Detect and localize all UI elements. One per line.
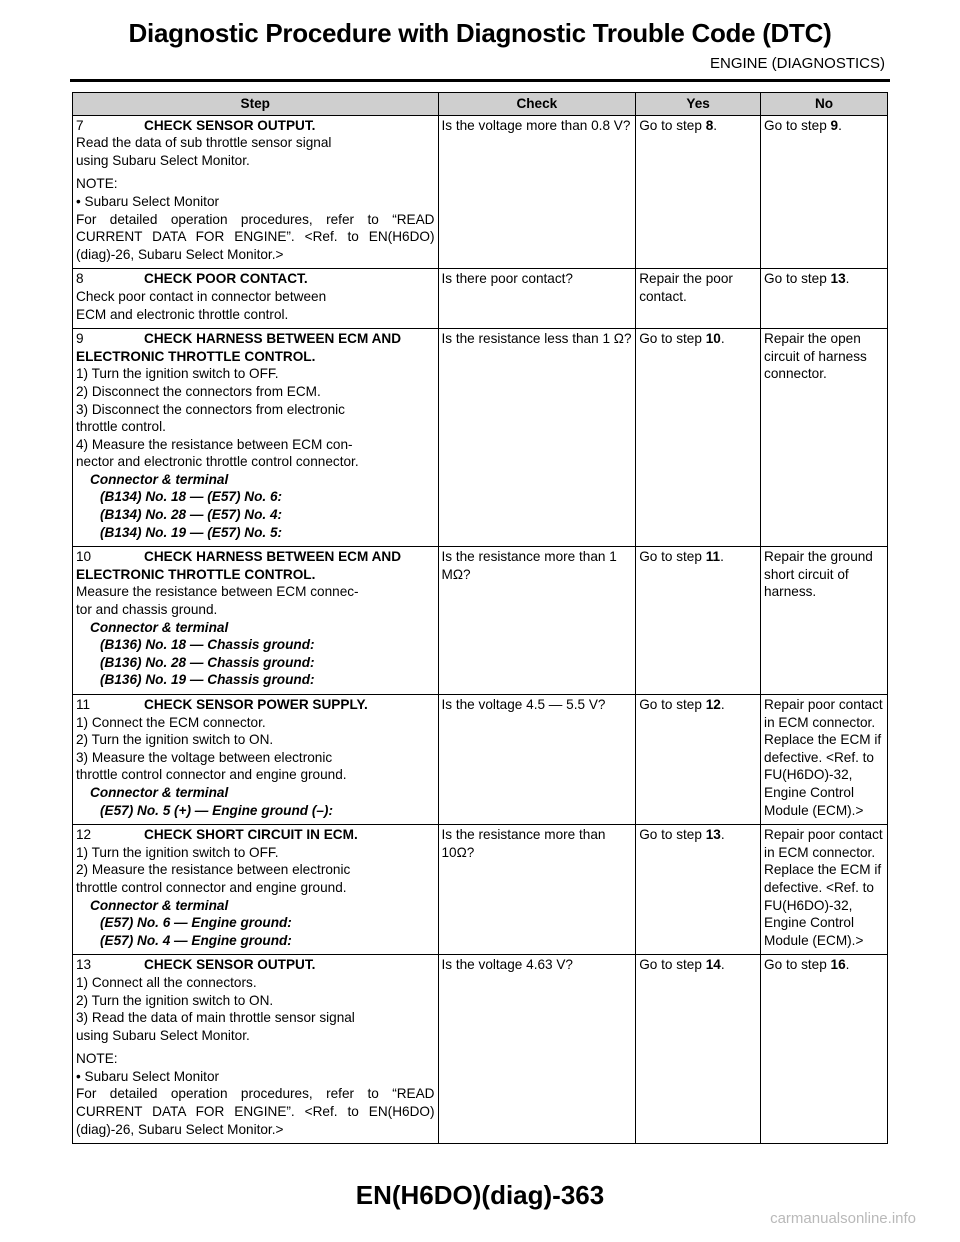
column-header-yes: Yes [636,93,761,116]
step-number: 13 [76,957,92,973]
step-text: Read the data of sub throttle sensor signal [76,135,332,151]
no-cell: Go to step 13. [761,269,888,329]
step-number: 12 [76,827,92,843]
no-cell: Repair the open circuit of harness connector. [761,329,888,547]
check-cell: Is the voltage more than 0.8 V? [438,115,636,269]
step-number: 7 [76,117,84,133]
step-title: CHECK POOR CONTACT. [144,271,308,287]
step-cell [73,329,439,547]
note-text: For detailed operation procedures, refer to “READ CURRENT DATA FOR ENGINE”. <Ref. to EN(H6DO)(diag)-26, Subaru Select Monitor.> [76,211,435,262]
connector-terminal: (B136) No. 19 — Chassis ground: [100,672,315,688]
step-text: 2) Turn the ignition switch to ON. [76,732,274,748]
no-cell: Repair poor contact in ECM connector. Replace the ECM if defective. <Ref. to FU(H6DO)-32, Engine Control Module (ECM).> [761,825,888,955]
step-text: using Subaru Select Monitor. [76,152,250,168]
step-text: tor and chassis ground. [76,602,218,618]
connector-terminal: (B134) No. 18 — (E57) No. 6: [100,489,283,505]
diagnostic-procedure-table [72,92,888,1144]
step-text: 1) Connect all the connectors. [76,974,257,990]
note-bullet: • Subaru Select Monitor [76,1068,220,1084]
step-title: CHECK SENSOR OUTPUT. [144,957,316,973]
step-text: 1) Turn the ignition switch to OFF. [76,366,279,382]
no-cell: Go to step 9. [761,115,888,269]
step-title: CHECK SENSOR OUTPUT. [144,117,316,133]
step-title: CHECK SHORT CIRCUIT IN ECM. [144,827,358,843]
step-title: CHECK HARNESS BETWEEN ECM AND [144,549,402,565]
step-cell [73,955,439,1144]
connector-terminal: (B134) No. 28 — (E57) No. 4: [100,507,283,523]
header-rule [70,79,890,82]
step-link: 11 [705,549,721,565]
connector-label: Connector & terminal [90,897,229,913]
check-cell: Is there poor contact? [438,269,636,329]
step-text: throttle control. [76,419,166,435]
connector-terminal: (B136) No. 28 — Chassis ground: [100,654,315,670]
connector-terminal: (E57) No. 6 — Engine ground: [100,915,292,931]
yes-cell: Go to step 10. [636,329,761,547]
note-label: NOTE: [76,176,118,192]
check-cell: Is the resistance less than 1 Ω? [438,329,636,547]
step-cell [73,269,439,329]
step-link: 14 [705,957,721,973]
step-link: 9 [830,117,839,133]
step-cell [73,695,439,825]
step-text: 2) Disconnect the connectors from ECM. [76,383,321,399]
page-title: Diagnostic Procedure with Diagnostic Trouble Code (DTC) [128,18,832,48]
connector-terminal: (E57) No. 5 (+) — Engine ground (–): [100,802,333,818]
step-text: using Subaru Select Monitor. [76,1027,250,1043]
note-text: For detailed operation procedures, refer to “READ CURRENT DATA FOR ENGINE”. <Ref. to EN(H6DO)(diag)-26, Subaru Select Monitor.> [76,1086,435,1137]
connector-terminal: (E57) No. 4 — Engine ground: [100,932,292,948]
step-title: ELECTRONIC THROTTLE CONTROL. [76,566,316,582]
table-row [73,547,888,695]
table-row [73,825,888,955]
column-header-no: No [761,93,888,116]
step-text: 1) Connect the ECM connector. [76,714,266,730]
table-row [73,269,888,329]
connector-terminal: (B134) No. 19 — (E57) No. 5: [100,524,283,540]
step-text: throttle control connector and engine ground. [76,879,347,895]
watermark: carmanualsonline.info [770,1210,916,1227]
check-cell: Is the voltage 4.63 V? [438,955,636,1144]
connector-terminal: (B136) No. 18 — Chassis ground: [100,637,315,653]
connector-label: Connector & terminal [90,471,229,487]
step-link: 16 [830,957,846,973]
step-link: 13 [705,827,721,843]
yes-cell: Go to step 11. [636,547,761,695]
table-row [73,695,888,825]
step-text: 2) Turn the ignition switch to ON. [76,992,274,1008]
step-text: 3) Measure the voltage between electronic [76,749,333,765]
step-link: 8 [705,117,714,133]
note-label: NOTE: [76,1051,118,1067]
step-number: 11 [76,697,91,712]
yes-cell: Go to step 13. [636,825,761,955]
step-title: CHECK SENSOR POWER SUPPLY. [144,697,368,712]
step-text: 2) Measure the resistance between electronic [76,862,351,878]
connector-label: Connector & terminal [90,784,229,800]
connector-label: Connector & terminal [90,619,229,635]
yes-cell: Repair the poor contact. [636,269,761,329]
check-cell: Is the resistance more than 10Ω? [438,825,636,955]
column-header-check: Check [438,93,636,116]
yes-cell: Go to step 14. [636,955,761,1144]
page-number: EN(H6DO)(diag)-363 [355,1180,605,1210]
step-text: Check poor contact in connector between [76,288,327,304]
step-cell [73,115,439,269]
yes-cell: Go to step 8. [636,115,761,269]
step-text: 3) Read the data of main throttle sensor signal [76,1010,355,1026]
step-text: 4) Measure the resistance between ECM con- [76,436,353,452]
step-text: 1) Turn the ignition switch to OFF. [76,844,279,860]
step-title: CHECK HARNESS BETWEEN ECM AND [144,331,402,347]
table-row [73,329,888,547]
step-text: nector and electronic throttle control connector. [76,454,359,470]
note-bullet: • Subaru Select Monitor [76,193,220,209]
table-row [73,955,888,1144]
table-header-row [73,93,888,116]
step-number: 9 [76,331,84,347]
step-cell [73,547,439,695]
step-link: 10 [705,331,721,347]
section-label: ENGINE (DIAGNOSTICS) [709,55,885,72]
no-cell: Repair poor contact in ECM connector. Replace the ECM if defective. <Ref. to FU(H6DO)-32, Engine Control Module (ECM).> [761,695,888,825]
table-row [73,115,888,269]
step-title: ELECTRONIC THROTTLE CONTROL. [76,348,316,364]
step-link: 12 [705,697,721,712]
no-cell: Repair the ground short circuit of harness. [761,547,888,695]
step-text: 3) Disconnect the connectors from electronic [76,401,345,417]
check-cell: Is the voltage 4.5 — 5.5 V? [438,695,636,825]
step-cell [73,825,439,955]
column-header-step: Step [73,93,439,116]
yes-cell: Go to step 12. [636,695,761,825]
step-link: 13 [830,271,846,287]
step-text: throttle control connector and engine ground. [76,767,347,783]
check-cell: Is the resistance more than 1 MΩ? [438,547,636,695]
step-text: Measure the resistance between ECM connec- [76,584,359,600]
step-text: ECM and electronic throttle control. [76,306,289,322]
step-number: 10 [76,549,92,565]
step-number: 8 [76,271,84,287]
no-cell: Go to step 16. [761,955,888,1144]
